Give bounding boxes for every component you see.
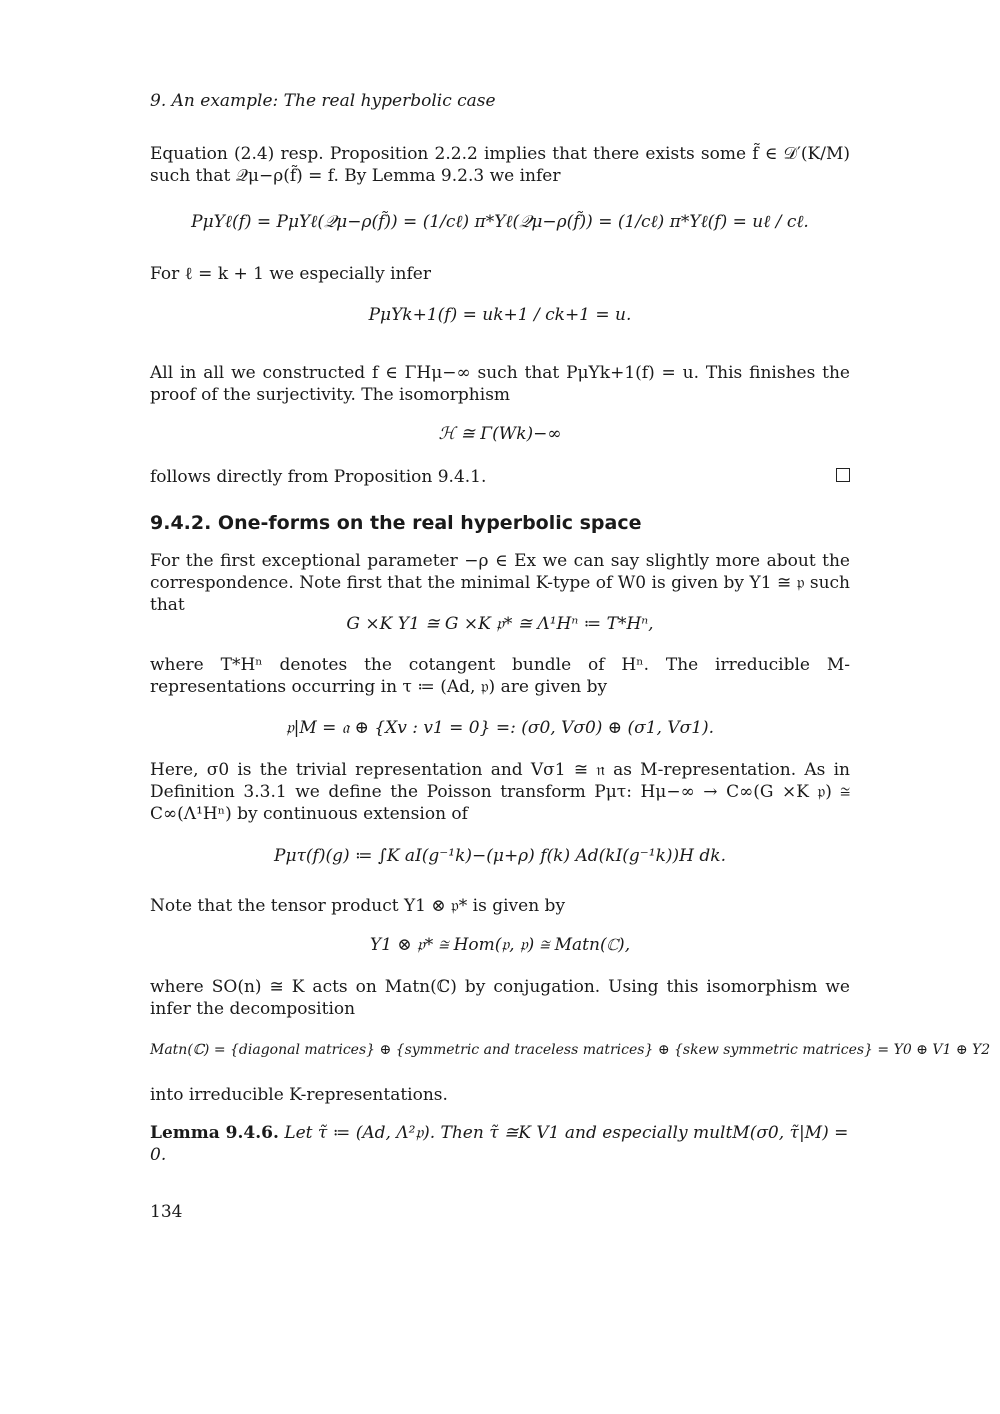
paragraph-5: For the first exceptional parameter −ρ ∈ Ex we can say slightly more about the correspondence. Note first that the minimal K-type of W0 is given by Y1 ≅ 𝔭 such that: [150, 551, 850, 615]
paragraph-8: Note that the tensor product Y1 ⊗ 𝔭* is given by: [150, 896, 566, 916]
paragraph-7: Here, σ0 is the trivial representation and Vσ1 ≅ 𝔫 as M-representation. As in Definition 3.3.1 we define the Poisson transform Pμτ: Hμ−∞ → C∞(G ×K 𝔭) ≅ C∞(Λ¹Hⁿ) by continuous extension of: [150, 760, 850, 824]
lemma-label: Lemma 9.4.6.: [150, 1123, 279, 1143]
equation-8: Matn(ℂ) = {diagonal matrices} ⊕ {symmetric and traceless matrices} ⊕ {skew symmetric matrices} = Y0 ⊕ V1 ⊕ Y2: [150, 1042, 991, 1058]
lemma-9-4-6: [150, 1122, 850, 1166]
equation-4: G ×K Y1 ≅ G ×K 𝔭* ≅ Λ¹Hⁿ ≔ T*Hⁿ,: [346, 614, 654, 634]
paragraph-1: Equation (2.4) resp. Proposition 2.2.2 implies that there exists some f̃ ∈ 𝒟′(K/M) such that 𝒬μ−ρ(f̃) = f. By Lemma 9.2.3 we infer: [150, 144, 850, 186]
paragraph-10: into irreducible K-representations.: [150, 1085, 448, 1105]
paragraph-9: where SO(n) ≅ K acts on Matn(ℂ) by conjugation. Using this isomorphism we infer the decomposition: [150, 977, 850, 1019]
equation-1: PμYℓ(f) = PμYℓ(𝒬μ−ρ(f̃)) = (1/cℓ) π*Yℓ(𝒬μ−ρ(f̃)) = (1/cℓ) π*Yℓ(f) = uℓ / cℓ.: [191, 212, 809, 232]
equation-2: PμYk+1(f) = uk+1 / ck+1 = u.: [368, 305, 632, 325]
equation-6: Pμτ(f)(g) ≔ ∫K aI(g⁻¹k)−(μ+ρ) f(k) Ad(kI(g⁻¹k))H dk.: [274, 846, 726, 866]
section-heading: 9.4.2. One-forms on the real hyperbolic space: [150, 512, 642, 534]
paragraph-2: For ℓ = k + 1 we especially infer: [150, 264, 431, 284]
page-number: 134: [150, 1202, 183, 1222]
lemma-statement: Let τ̃ ≔ (Ad, Λ²𝔭). Then τ̃ ≅K V1 and especially multM(σ0, τ̃|M) = 0.: [150, 1123, 849, 1165]
paragraph-3: All in all we constructed f ∈ ΓHμ−∞ such that PμYk+1(f) = u. This finishes the proof of the surjectivity. The isomorphism: [150, 363, 850, 405]
equation-7: Y1 ⊗ 𝔭* ≅ Hom(𝔭, 𝔭) ≅ Matn(ℂ),: [369, 935, 631, 955]
qed-symbol: [836, 468, 850, 482]
running-header: 9. An example: The real hyperbolic case: [150, 91, 496, 111]
paragraph-4: follows directly from Proposition 9.4.1.: [150, 467, 487, 487]
paragraph-6: where T*Hⁿ denotes the cotangent bundle of Hⁿ. The irreducible M-representations occurring in τ ≔ (Ad, 𝔭) are given by: [150, 655, 850, 697]
equation-5: 𝔭|M = 𝔞 ⊕ {Xv : v1 = 0} =: (σ0, Vσ0) ⊕ (σ1, Vσ1).: [285, 718, 715, 738]
equation-3: ℋ ≅ Γ(Wk)−∞: [438, 424, 562, 444]
